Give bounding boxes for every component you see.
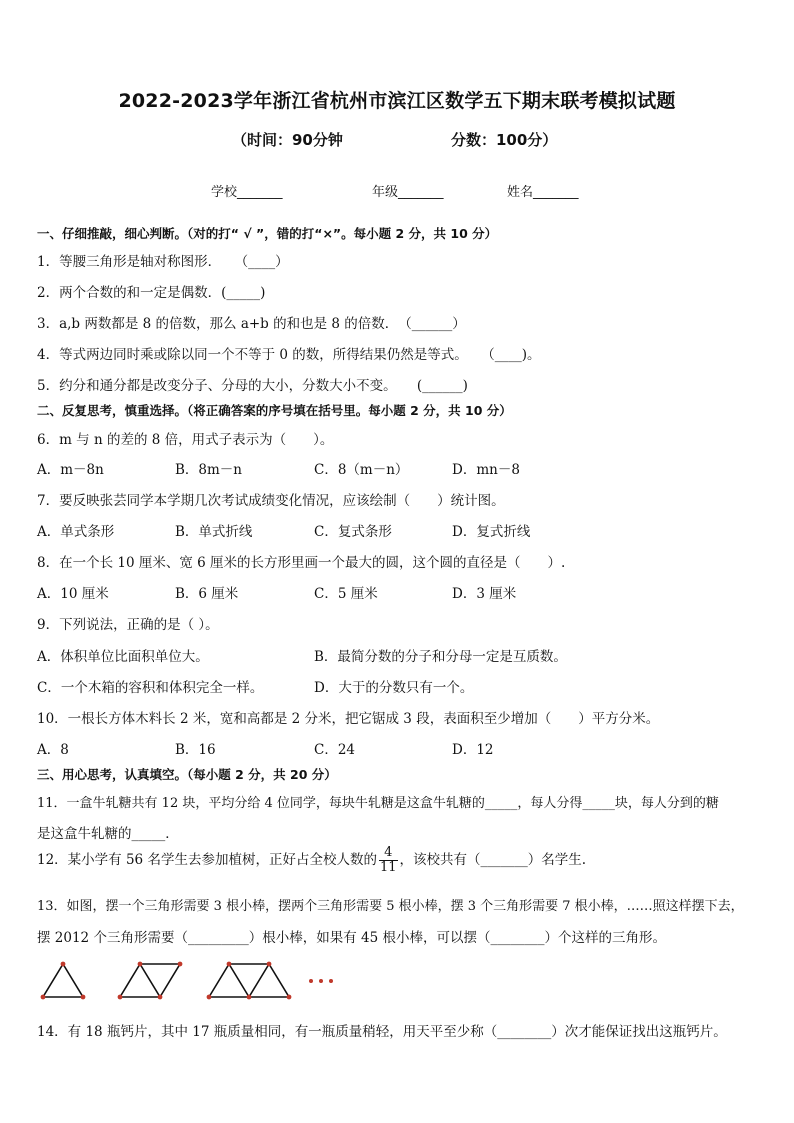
q8-option-d: D．3 厘米 — [452, 586, 517, 602]
question-4: 4．等式两边同时乘或除以同一个不等于 0 的数，所得结果仍然是等式。 （____)。 — [37, 347, 541, 363]
question-11-line1: 11．一盒牛轧糖共有 12 块，平均分给 4 位同学，每块牛轧糖是这盒牛轧糖的_____，每人分得_____块，每人分到的糖 — [37, 796, 719, 811]
q12-text-before: 12．某小学有 56 名学生去参加植树，正好占全校人数的 — [37, 852, 377, 868]
school-field: 学校_______ — [211, 185, 283, 200]
question-9: 9．下列说法，正确的是（ ）。 — [37, 617, 219, 633]
score-label: 分数：100分） — [451, 131, 558, 149]
grade-field: 年级_______ — [372, 185, 444, 200]
section3-heading: 三、用心思考，认真填空。（每小题 2 分，共 20 分） — [37, 767, 337, 782]
q12-text-after: ，该校共有（_______）名学生. — [399, 852, 587, 868]
ellipsis-dot — [329, 979, 333, 983]
question-8: 8．在一个长 10 厘米、宽 6 厘米的长方形里画一个最大的圆，这个圆的直径是（ ）. — [37, 555, 566, 571]
fraction-denominator: 11 — [379, 860, 397, 875]
time-label: （时间：90分钟 — [232, 131, 343, 149]
q7-option-d: D．复式折线 — [452, 524, 531, 540]
q9-option-b: B．最简分数的分子和分母一定是互质数。 — [314, 649, 567, 665]
q6-option-d: D．mn－8 — [452, 462, 520, 478]
ellipsis-dot — [309, 979, 313, 983]
question-14: 14．有 18 瓶钙片，其中 17 瓶质量相同，有一瓶质量稍轻，用天平至少称（________）次才能保证找出这瓶钙片。 — [37, 1024, 727, 1040]
q10-option-b: B．16 — [175, 742, 216, 758]
triangle-stick-figure — [30, 955, 360, 1005]
section1-heading: 一、仔细推敲，细心判断。（对的打“ √ ”，错的打“×”。每小题 2 分，共 10 分） — [37, 226, 498, 241]
q9-option-a: A．体积单位比面积单位大。 — [37, 649, 209, 665]
question-5: 5．约分和通分都是改变分子、分母的大小，分数大小不变。 (______) — [37, 378, 468, 394]
ellipsis-dot — [319, 979, 323, 983]
triangle-2-group — [120, 964, 180, 997]
question-3: 3．a,b 两数都是 8 的倍数，那么 a+b 的和也是 8 的倍数． （______） — [37, 316, 466, 332]
question-13-line1: 13．如图，摆一个三角形需要 3 根小棒，摆两个三角形需要 5 根小棒，摆 3 个三角形需要 7 根小棒，……照这样摆下去， — [37, 899, 744, 914]
page-title: 2022-2023学年浙江省杭州市滨江区数学五下期末联考模拟试题 — [118, 90, 676, 112]
triangle-3-group — [209, 964, 289, 997]
question-10: 10．一根长方体木料长 2 米，宽和高都是 2 分米，把它锯成 3 段，表面积至少增加（ ）平方分米。 — [37, 711, 660, 727]
name-field: 姓名_______ — [507, 185, 579, 200]
triangle-1 — [43, 964, 83, 997]
question-7: 7．要反映张芸同学本学期几次考试成绩变化情况，应该绘制（ ）统计图。 — [37, 493, 505, 509]
q7-option-a: A．单式条形 — [37, 524, 115, 540]
q6-option-c: C．8（m－n） — [314, 462, 409, 478]
question-6: 6．m 与 n 的差的 8 倍，用式子表示为（ ）。 — [37, 432, 334, 448]
question-12 — [37, 846, 586, 875]
q8-option-b: B．6 厘米 — [175, 586, 239, 602]
q8-option-a: A．10 厘米 — [37, 586, 109, 602]
q8-option-c: C．5 厘米 — [314, 586, 378, 602]
question-13-line2: 摆 2012 个三角形需要（_________）根小棒，如果有 45 根小棒，可以摆（________）个这样的三角形。 — [37, 930, 666, 946]
fraction-4-11 — [379, 846, 398, 875]
q10-option-a: A．8 — [37, 742, 69, 758]
fraction-numerator: 4 — [379, 846, 398, 861]
q7-option-b: B．单式折线 — [175, 524, 253, 540]
question-2: 2．两个合数的和一定是偶数．(_____) — [37, 285, 266, 301]
q9-option-d: D．大于的分数只有一个。 — [314, 680, 474, 696]
q10-option-d: D．12 — [452, 742, 494, 758]
q6-option-a: A．m－8n — [37, 462, 104, 478]
q9-option-c: C．一个木箱的容积和体积完全一样。 — [37, 680, 264, 696]
q10-option-c: C．24 — [314, 742, 356, 758]
q6-option-b: B．8m－n — [175, 462, 243, 478]
q7-option-c: C．复式条形 — [314, 524, 392, 540]
question-11-line2: 是这盒牛轧糖的_____． — [37, 826, 179, 842]
section2-heading: 二、反复思考，慎重选择。（将正确答案的序号填在括号里。每小题 2 分，共 10 分） — [37, 403, 512, 418]
question-1: 1．等腰三角形是轴对称图形． （____） — [37, 254, 289, 270]
